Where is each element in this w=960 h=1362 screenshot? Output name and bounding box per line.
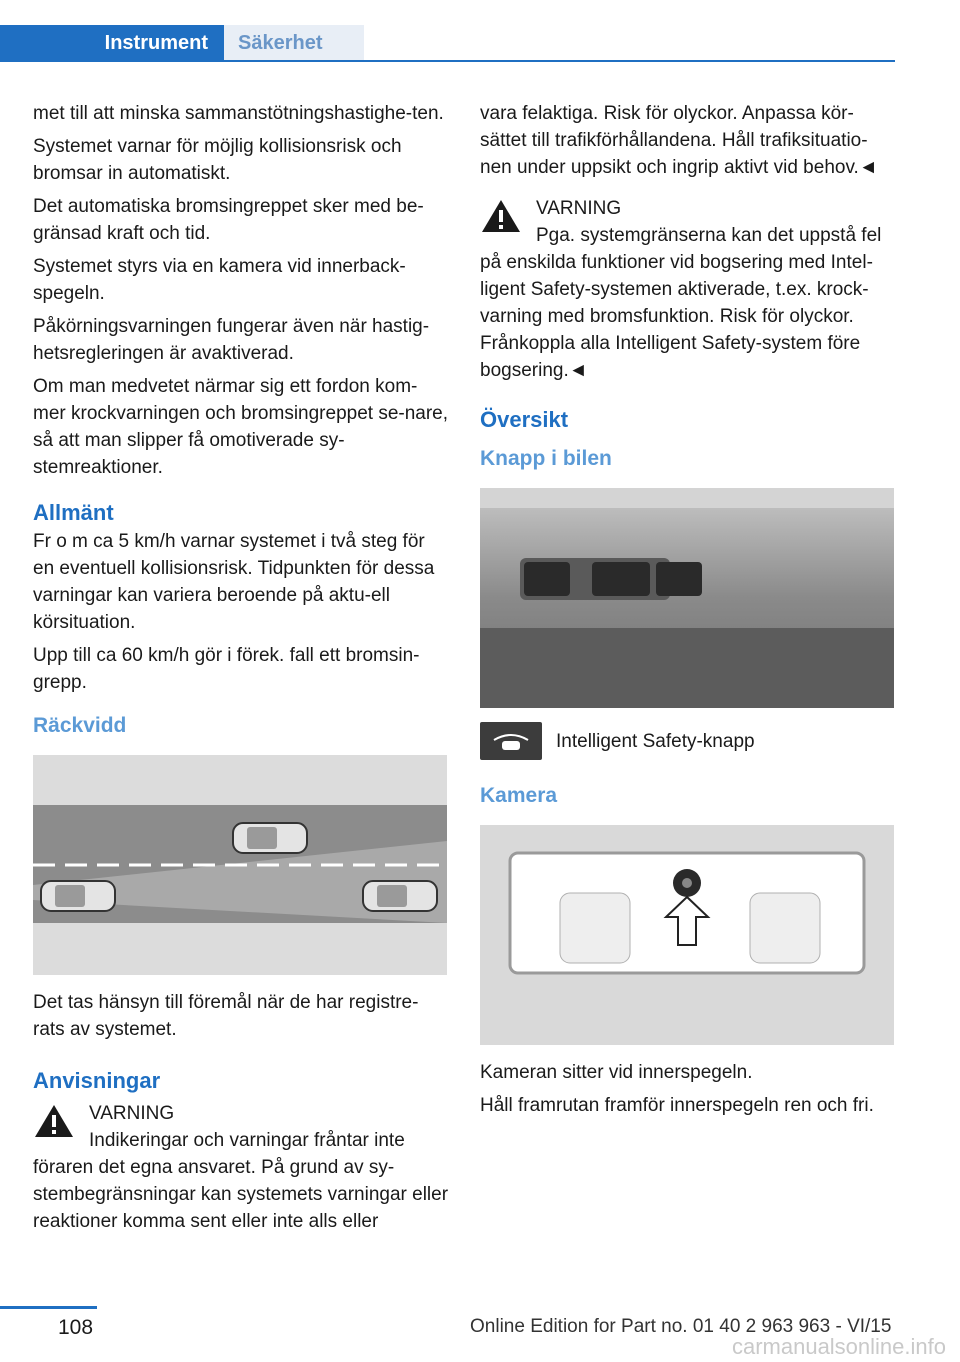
footer-rule (0, 1306, 97, 1309)
paragraph: Det automatiska bromsingreppet sker med be-gränsad kraft och tid. (33, 196, 424, 244)
paragraph: Systemet varnar för möjlig kollisionsrisk och bromsar in automatiskt. (33, 136, 402, 184)
paragraph: Kameran sitter vid innerspegeln. (480, 1062, 753, 1083)
button-caption: Intelligent Safety-knapp (556, 730, 755, 752)
paragraph: Det tas hänsyn till föremål när de har registre-rats av systemet. (33, 992, 419, 1040)
heading-knapp: Knapp i bilen (480, 447, 612, 470)
intelligent-safety-icon (480, 722, 542, 760)
car-icon (41, 881, 115, 911)
warning-text: Pga. systemgränserna kan det uppstå fel på enskilda funktioner vid bogsering med Intel-ligent Safety-systemen aktiverade, t.ex. krock-varning med bromsfunktion. Risk för olyckor. Frånkoppla alla Intelligent Safety-system före bogsering.◄ (480, 225, 882, 381)
heading-anvisningar: Anvisningar (33, 1068, 161, 1093)
heading-allmant: Allmänt (33, 500, 114, 525)
paragraph: vara felaktiga. Risk för olyckor. Anpassa kör-sättet till trafikförhållandena. Håll trafiksituatio-nen under uppsikt och ingrip aktivt vid behov.◄ (480, 103, 878, 178)
car-icon (233, 823, 307, 853)
heading-kamera: Kamera (480, 784, 558, 807)
right-column (480, 100, 898, 1125)
warning-title: VARNING (536, 198, 622, 219)
paragraph: Fr o m ca 5 km/h varnar systemet i två steg för en eventuell kollisionsrisk. Tidpunkten för dessa varningar kan variera beroende på aktu-ell körsituation. (33, 531, 435, 633)
road-diagram (33, 755, 447, 975)
car-icon (363, 881, 437, 911)
button-icon (592, 562, 650, 596)
warning-block (33, 1100, 449, 1235)
range-illustration (33, 755, 447, 975)
warning-text: Indikeringar och varningar fråntar inte föraren det egna ansvaret. På grund av sy-stembegränsningar kan systemets varningar eller reaktioner komma sent eller inte alls eller (33, 1130, 449, 1232)
header-tabs (0, 25, 895, 62)
paragraph: Håll framrutan framför innerspegeln ren och fri. (480, 1095, 874, 1116)
edition-text: Online Edition for Part no. 01 40 2 963 963 - VI/15 (470, 1316, 892, 1337)
button-icon (524, 562, 570, 596)
camera-illustration (480, 825, 894, 1045)
tab-sakerhet[interactable]: Säkerhet (224, 25, 364, 60)
paragraph: met till att minska sammanstötningshastighe-ten. (33, 103, 444, 124)
warning-title: VARNING (89, 1103, 175, 1124)
tab-instrument[interactable]: Instrument (0, 25, 224, 62)
button-caption-row (480, 722, 898, 760)
camera-photo (480, 825, 894, 1045)
left-column (33, 100, 449, 1241)
warning-icon (480, 197, 522, 235)
button-photo (480, 488, 894, 708)
warning-icon (33, 1102, 75, 1140)
watermark: carmanualsonline.info (731, 1334, 946, 1359)
button-icon (656, 562, 702, 596)
paragraph: Upp till ca 60 km/h gör i förek. fall ett bromsin-grepp. (33, 645, 420, 693)
heading-rackvidd: Räckvidd (33, 714, 127, 737)
warning-block (480, 195, 898, 384)
page-number: 108 (58, 1316, 94, 1339)
paragraph: Systemet styrs via en kamera vid innerback-spegeln. (33, 256, 406, 304)
heading-oversikt: Översikt (480, 407, 569, 432)
paragraph: Om man medvetet närmar sig ett fordon kom-mer krockvarningen och bromsingreppet se-nare, så att man slipper få omotiverade sy-stemreaktioner. (33, 376, 449, 478)
header-rule (0, 60, 895, 62)
paragraph: Påkörningsvarningen fungerar även när hastig-hetsregleringen är avaktiverad. (33, 316, 430, 364)
button-panel-illustration (480, 488, 894, 708)
